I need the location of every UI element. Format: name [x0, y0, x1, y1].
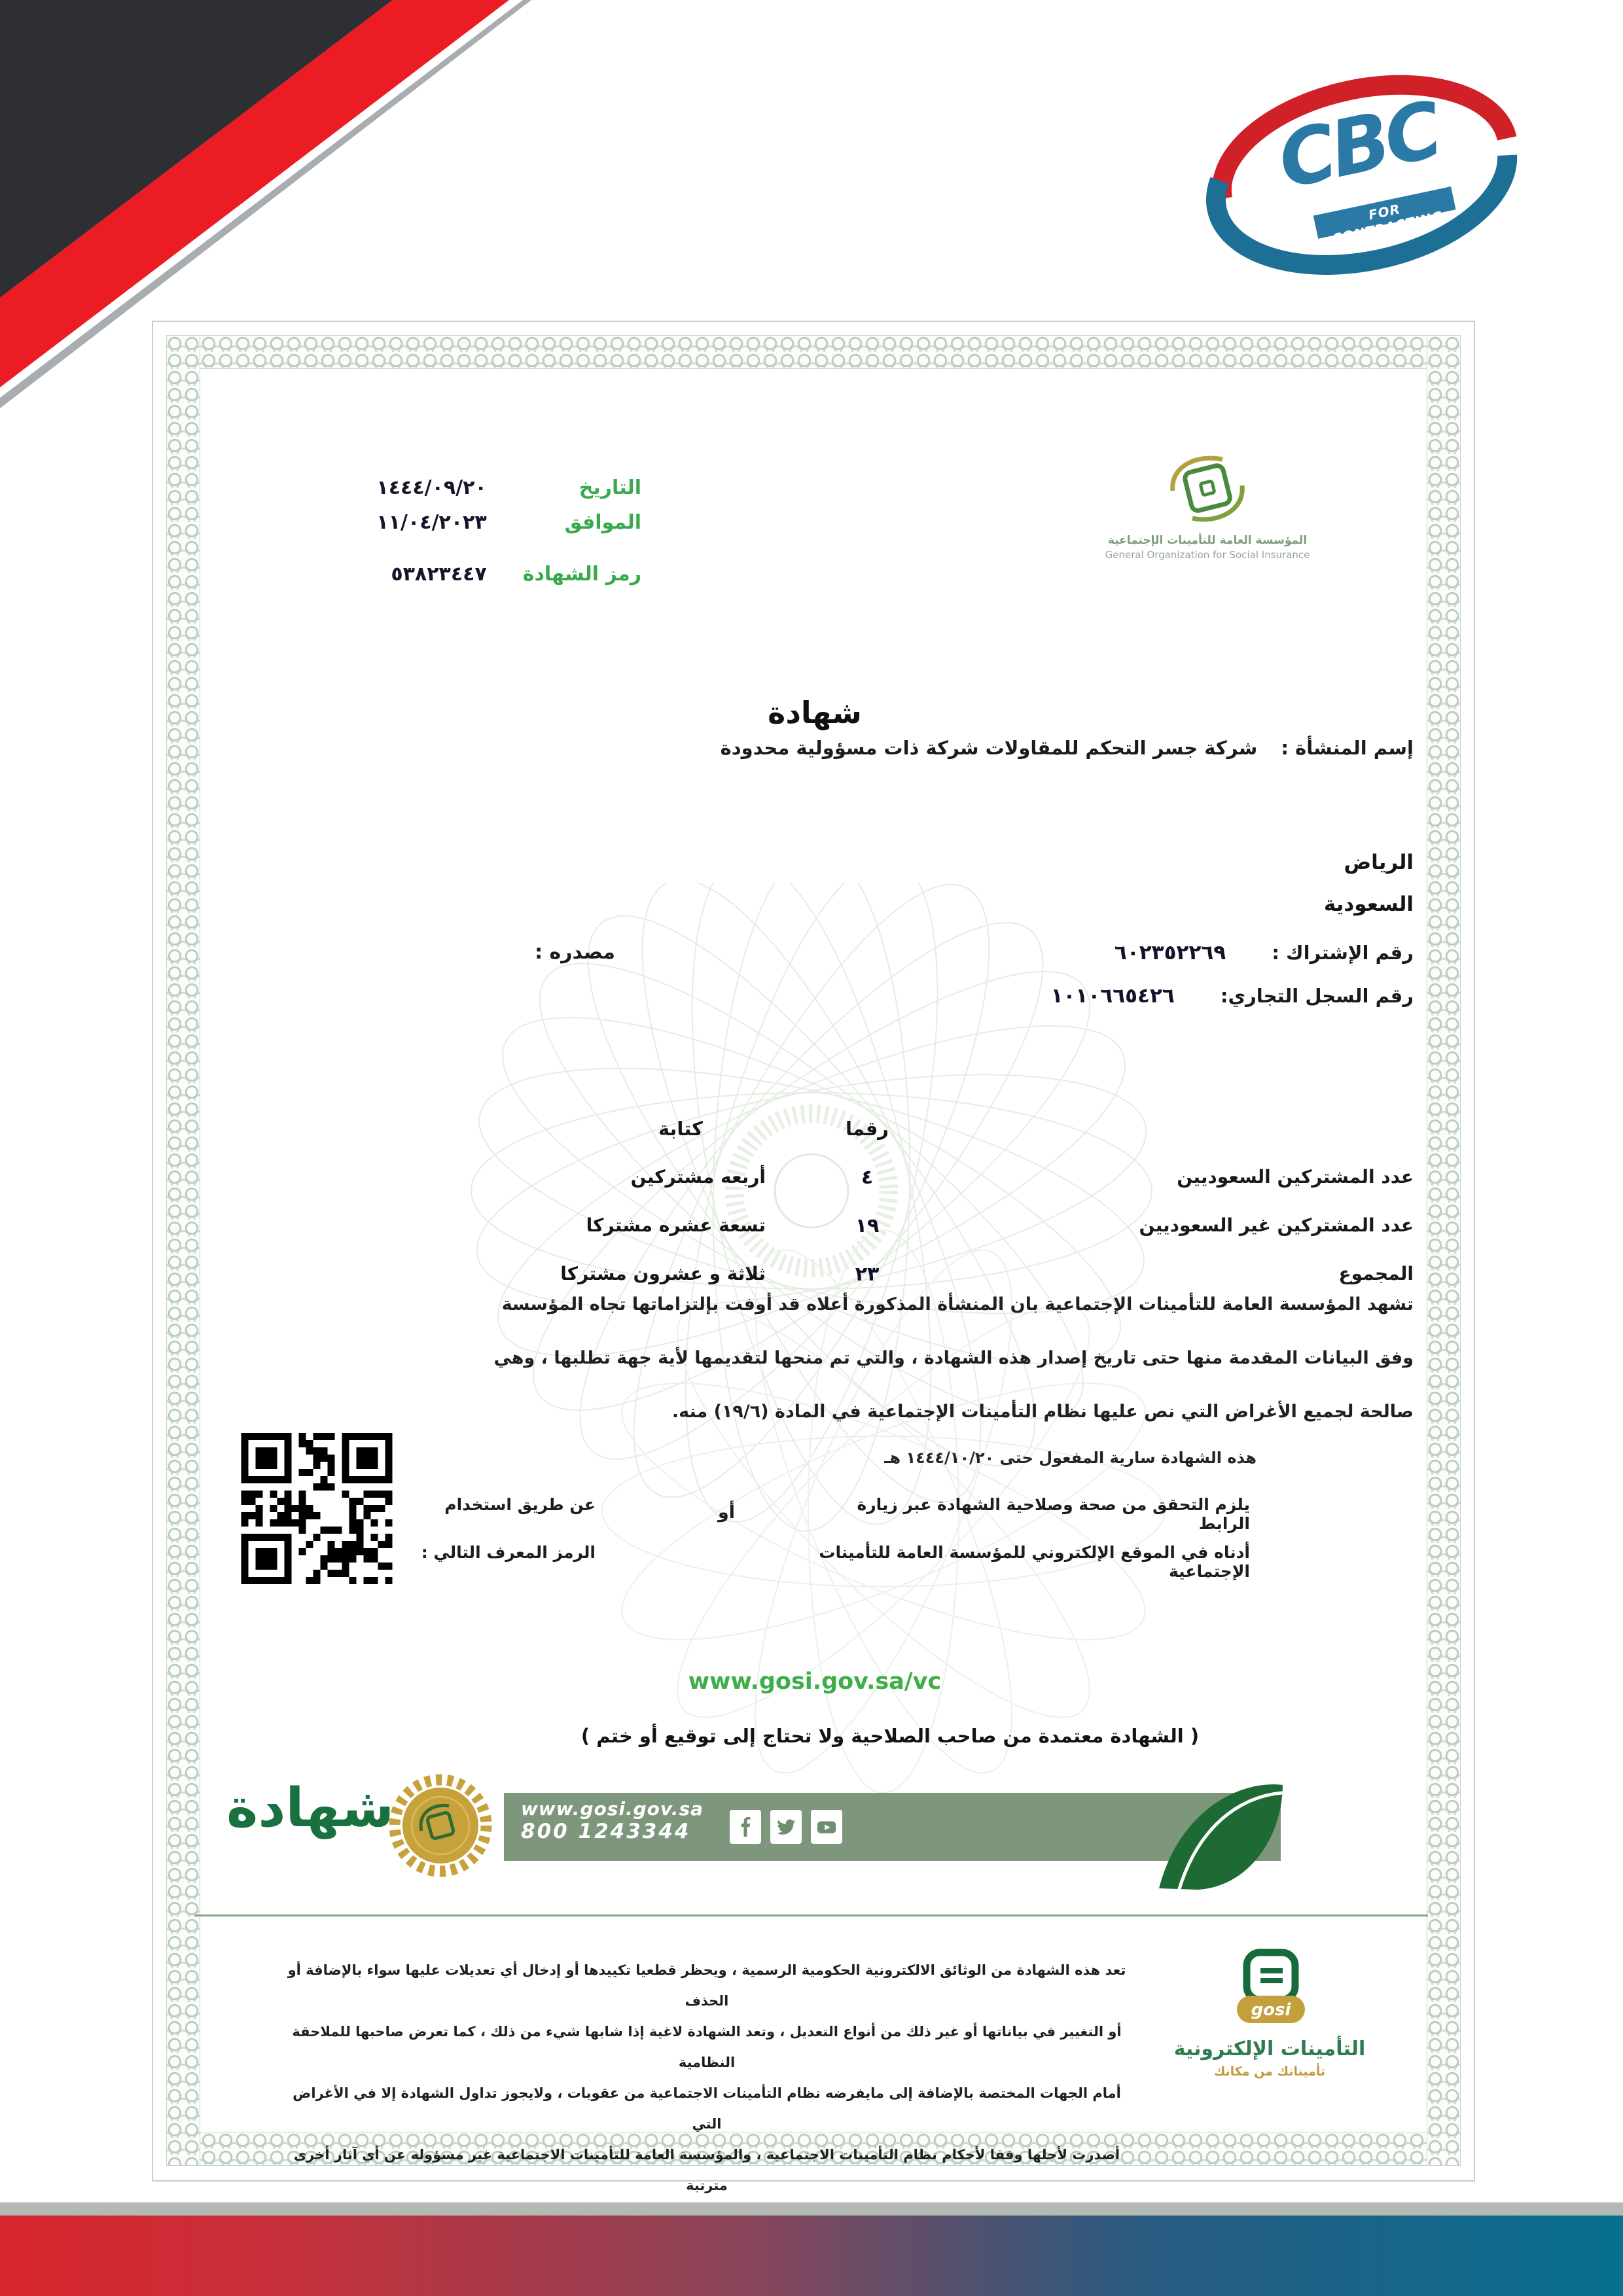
guilloche-border-top [166, 335, 1461, 369]
bottom-gradient-bar [0, 2216, 1623, 2296]
attestation-line: صالحة لجميع الأغراض التي نص عليها نظام التأمينات الإجتماعية في المادة (١٩/٦) منه. [671, 1402, 1414, 1422]
footer-divider [195, 1915, 1428, 1916]
establishment-name-row [340, 737, 1414, 759]
certificate-sheet [152, 321, 1475, 2181]
attestation-line: وفق البيانات المقدمة منها حتى تاريخ إصدار هذه الشهادة ، والتي تم منحها لتقديمها لأية جهة تطلبها ، وهي [493, 1348, 1414, 1368]
certificate-code-label: رمز الشهادة [522, 563, 641, 586]
social-icons [730, 1810, 842, 1844]
disclaimer-line: أمام الجهات المختصة بالإضافة إلى مايفرضه نظام التأمينات الاجتماعية من عقوبات ، ولايجوز تداول الشهادة إلا في الأغراض التي [293, 2085, 1121, 2132]
dates-block [327, 476, 641, 586]
hijri-date-value: ١٤٤٤/٠٩/٢٠ [376, 476, 487, 499]
disclaimer-line: أصدرت لأجلها وفقا لأحكام نظام التأمينات الاجتماعية ، والمؤسسة العامة للتأمينات الاجتماعية غير مسؤوله عن أي آثار أخرى مترتبة [293, 2147, 1120, 2193]
egosi-slogan: تأميناتك من مكانك [1213, 2064, 1326, 2079]
gosi-footer-banner [504, 1793, 1281, 1861]
cbc-logo [1201, 65, 1528, 281]
qr-code [241, 1433, 393, 1598]
egosi-emblem-icon [1217, 1949, 1322, 2034]
gregorian-date-label: الموافق [564, 511, 641, 534]
subscription-number-value: ٦٠٢٣٥٢٢٦٩ [1114, 941, 1226, 964]
banner-phone: 800 1243344 [521, 1820, 691, 1843]
subscription-number-row [812, 941, 1414, 964]
gosi-name-arabic: المؤسسة العامة للتأمينات الإجتماعية [1107, 534, 1308, 547]
hijri-date-label: التاريخ [579, 476, 641, 499]
table-row-numeric: ١٩ [855, 1214, 880, 1237]
verification-right-line2: أدناه في الموقع الإلكتروني للمؤسسة العامة للتأمينات الإجتماعية [819, 1543, 1250, 1581]
source-label: مصدره : [535, 941, 615, 964]
column-header-written: كتابة [658, 1118, 704, 1140]
commercial-register-row [812, 984, 1414, 1008]
verification-left-line1: عن طريق استخدام [444, 1495, 596, 1514]
table-row-written: ثلاثة و عشرون مشتركا [560, 1263, 766, 1284]
subscription-number-label: رقم الإشتراك : [1272, 942, 1414, 964]
cbc-wordmark: CBC [1270, 84, 1447, 206]
certificate-code-value: ٥٣٨٢٣٤٤٧ [391, 563, 487, 586]
cbc-tagline: FOR CONTRACTING [1330, 201, 1445, 247]
guilloche-border-right [1427, 335, 1461, 2166]
verification-or: أو [717, 1502, 736, 1523]
table-row-written: تسعة عشره مشتركا [586, 1214, 766, 1236]
egosi-wordmark: gosi [1251, 2000, 1291, 2020]
gold-seal-icon [385, 1767, 496, 1884]
table-row-label: عدد المشتركين السعوديين [1177, 1166, 1414, 1188]
disclaimer-line: تعد هذه الشهادة من الوثائق الالكترونية الحكومية الرسمية ، ويحظر قطعيا تكييدها أو إدخال أي تعديلات عليها سواء بالإضافة أو الحذف [287, 1962, 1126, 2009]
establishment-name-label: إسم المنشأة : [1281, 737, 1414, 759]
banner-contact [521, 1798, 704, 1843]
approval-note: ( الشهادة معتمدة من صاحب الصلاحية ولا تحتاج إلى توقيع أو ختم ) [580, 1725, 1200, 1747]
table-row-written: أربعه مشتركين [630, 1166, 766, 1188]
gosi-mark-icon [1158, 450, 1257, 529]
table-row-numeric: ٢٣ [855, 1263, 880, 1286]
commercial-register-value: ١٠١٠٦٦٥٤٢٦ [1050, 984, 1175, 1008]
youtube-icon[interactable] [811, 1810, 842, 1844]
establishment-name-value: شركة جسر التحكم للمقاولات شركة ذات مسؤولية محدودة [720, 737, 1258, 759]
table-row-label: المجموع [1338, 1263, 1414, 1284]
country: السعودية [1323, 892, 1414, 916]
gosi-name-english: General Organization for Social Insurance [1105, 549, 1310, 561]
gosi-logo [1057, 450, 1358, 561]
table-row-numeric: ٤ [861, 1166, 874, 1189]
verification-left-line2: الرمز المعرف التالي : [421, 1543, 596, 1562]
commercial-register-label: رقم السجل التجاري: [1220, 985, 1414, 1007]
verification-right-line1: يلزم التحقق من صحة وصلاحية الشهادة عبر زيارة الرابط [857, 1495, 1250, 1533]
guilloche-border-left [166, 335, 200, 2166]
twitter-icon[interactable] [770, 1810, 802, 1844]
validity-line: هذه الشهادة سارية المفعول حتى ١٤٤٤/١٠/٢٠ هـ [884, 1449, 1257, 1467]
facebook-icon[interactable] [730, 1810, 761, 1844]
shahada-brand-word: شهادة [226, 1777, 394, 1839]
egosi-title: التأمينات الإلكترونية [1173, 2038, 1366, 2060]
column-header-numeric: رقما [845, 1118, 889, 1140]
banner-leaf-decoration [1143, 1760, 1283, 1891]
egosi-logo [1155, 1949, 1384, 2079]
banner-website[interactable]: www.gosi.gov.sa [521, 1798, 704, 1820]
gregorian-date-value: ١١/٠٤/٢٠٢٣ [376, 511, 487, 534]
disclaimer-line: أو التغيير في بياناتها أو غير ذلك من أنواع التعديل ، وتعد الشهادة لاغية إذا شابها شيء من ذلك ، كما تعرض صاحبها للملاحقة النظامية [292, 2024, 1122, 2070]
verification-link[interactable]: www.gosi.gov.sa/vc [688, 1669, 942, 1695]
city: الرياض [1344, 851, 1414, 874]
disclaimer-paragraph [278, 1955, 1135, 2232]
table-row-label: عدد المشتركين غير السعوديين [1139, 1214, 1414, 1236]
certificate-title: شهادة [768, 695, 862, 730]
attestation-line: تشهد المؤسسة العامة للتأمينات الإجتماعية بان المنشأة المذكورة أعلاه قد أوفت بإلتزاماتها تجاه المؤسسة [501, 1294, 1414, 1315]
bottom-gray-strip [0, 2202, 1623, 2216]
